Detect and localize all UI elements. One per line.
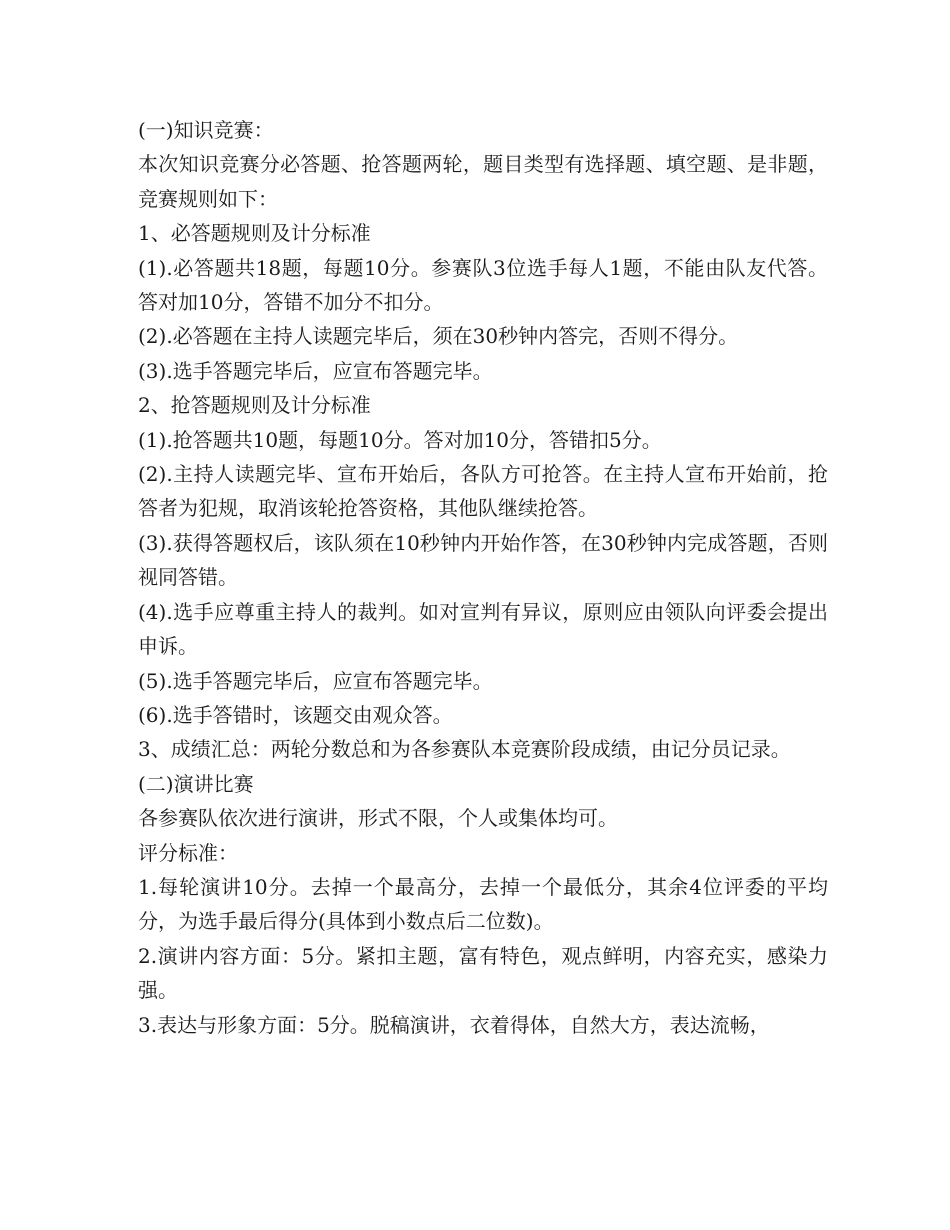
rule-required-1: (1).必答题共18题，每题10分。参赛队3位选手每人1题，不能由队友代答。答对加10分，答错不加分不扣分。 <box>138 255 828 315</box>
document-body <box>138 113 828 1042</box>
criterion-1: 1.每轮演讲10分。去掉一个最高分，去掉一个最低分，其余4位评委的平均分，为选手最后得分(具体到小数点后二位数)。 <box>138 874 828 934</box>
section-heading-speech-contest: (二)演讲比赛 <box>138 771 254 796</box>
rule-buzzer-5: (5).选手答题完毕后，应宣布答题完毕。 <box>138 668 493 693</box>
rule-buzzer-1: (1).抢答题共10题，每题10分。答对加10分，答错扣5分。 <box>138 427 662 452</box>
paragraph-score-summary: 3、成绩汇总：两轮分数总和为各参赛队本竞赛阶段成绩，由记分员记录。 <box>138 737 791 762</box>
paragraph-contest-intro: 本次知识竞赛分必答题、抢答题两轮，题目类型有选择题、填空题、是非题，竞赛规则如下： <box>138 152 828 211</box>
rule-buzzer-3: (3).获得答题权后，该队须在10秒钟内开始作答，在30秒钟内完成答题，否则视同答错。 <box>138 530 828 590</box>
rule-required-3: (3).选手答题完毕后，应宣布答题完毕。 <box>138 358 493 383</box>
section-heading-knowledge-contest: (一)知识竞赛： <box>138 118 274 142</box>
paragraph-speech-intro: 各参赛队依次进行演讲，形式不限，个人或集体均可。 <box>138 806 618 831</box>
rule-buzzer-2: (2).主持人读题完毕、宣布开始后，各队方可抢答。在主持人宣布开始前，抢答者为犯规，取消该轮抢答资格，其他队继续抢答。 <box>138 462 828 521</box>
rule-buzzer-4: (4).选手应尊重主持人的裁判。如对宣判有异议，原则应由领队向评委会提出申诉。 <box>138 599 828 659</box>
rule-required-2: (2).必答题在主持人读题完毕后，须在30秒钟内答完，否则不得分。 <box>138 324 739 349</box>
subheading-required-questions: 1、必答题规则及计分标准 <box>138 221 371 246</box>
criterion-3: 3.表达与形象方面：5分。脱稿演讲，衣着得体，自然大方，表达流畅， <box>138 1012 770 1037</box>
subheading-buzzer-questions: 2、抢答题规则及计分标准 <box>138 393 371 418</box>
subheading-scoring-criteria: 评分标准： <box>138 840 238 865</box>
criterion-2: 2.演讲内容方面：5分。紧扣主题，富有特色，观点鲜明，内容充实，感染力强。 <box>138 943 828 1003</box>
rule-buzzer-6: (6).选手答错时，该题交由观众答。 <box>138 702 453 727</box>
